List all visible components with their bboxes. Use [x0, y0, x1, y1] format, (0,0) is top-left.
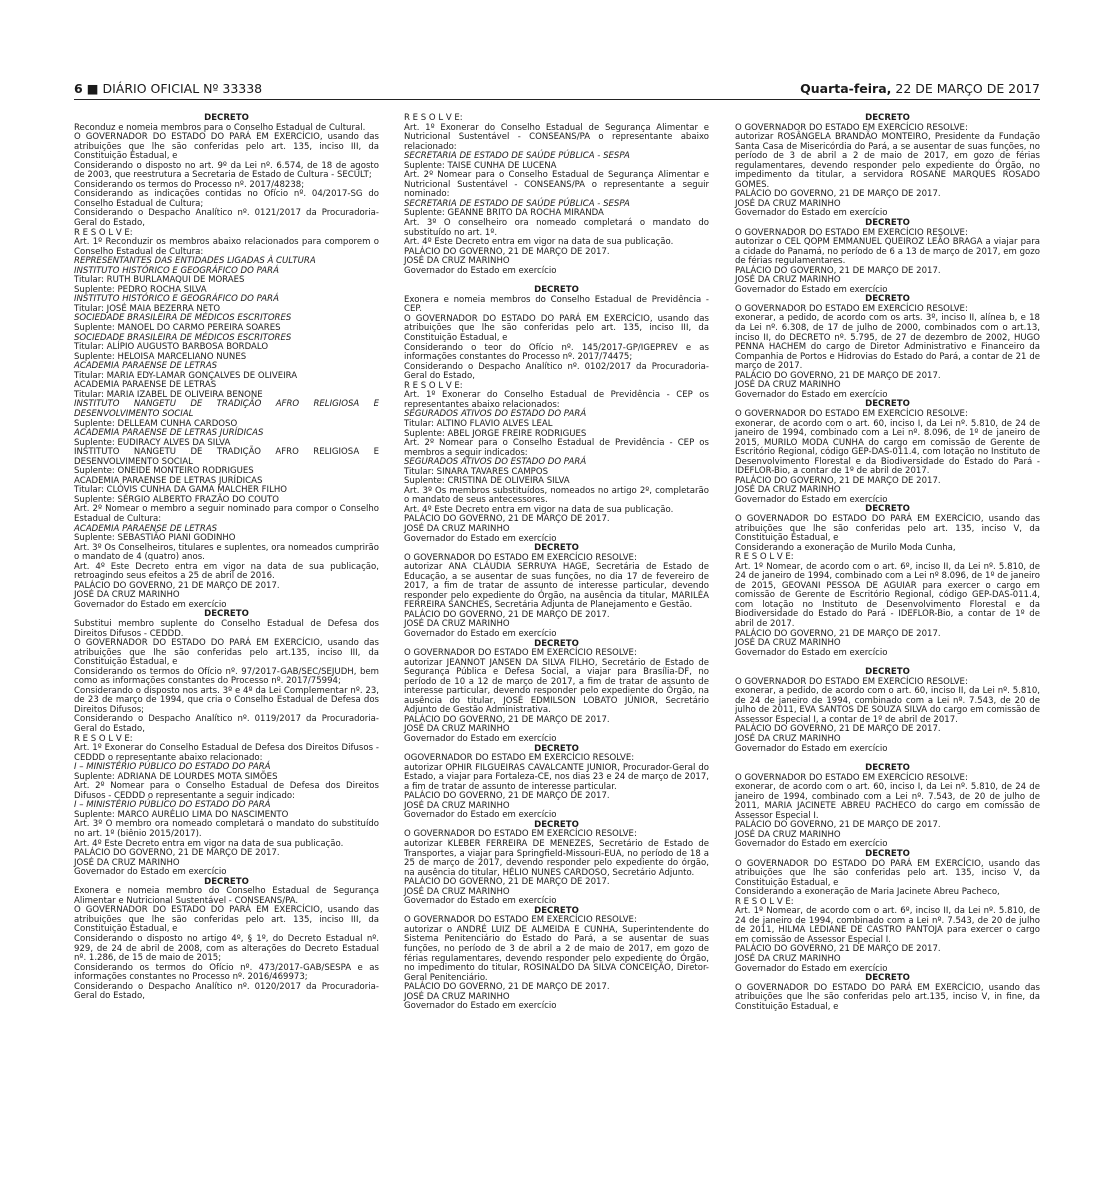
- entity-label: SEGURADOS ATIVOS DO ESTADO DO PARÁ: [404, 457, 587, 468]
- decree-paragraph: Art. 4º Este Decreto entra em vigor na data de sua publicação.: [404, 504, 674, 515]
- decree-paragraph: PALÁCIO DO GOVERNO, 21 DE MARÇO DE 2017.: [735, 189, 941, 200]
- decree-paragraph: Suplente: TAISE CUNHA DE LUCENA: [404, 160, 557, 171]
- decree-paragraph: autorizar o CEL QOPM EMMANUEL QUEIROZ LEÃO BRAGA a viajar para a cidade do Panamá, no período de 6 a 13 de março de 2017, em gozo de férias regulamentares.: [735, 237, 1040, 267]
- decree-paragraph: PALÁCIO DO GOVERNO, 21 DE MARÇO DE 2017.: [404, 514, 610, 525]
- decree-paragraph: Titular: ALÍPIO AUGUSTO BARBOSA BORDALO: [74, 342, 269, 353]
- decree-paragraph: R E S O L V E:: [404, 113, 463, 123]
- entity-label: SOCIEDADE BRASILEIRA DE MÉDICOS ESCRITORES: [74, 313, 292, 324]
- decree-heading: DECRETO: [865, 973, 910, 984]
- decree-paragraph: Art. 3º O membro ora nomeado completará o mandato do substituído no art. 1º (biênio 2015/2017).: [74, 819, 379, 840]
- decree-paragraph: exonerar, a pedido, de acordo com os arts. 3º, inciso II, alínea b, e 18 da Lei nº. 6.308, de 17 de julho de 2000, combinados com o art.13, inciso II, do DECRETO nº. 5.795, de 27 de dezembro de 2002, HUGO PENNA HACHEM do cargo de Diretor Administrativo e Financeiro da Companhia de Portos e Hidrovias do Estado do Pará, a contar de 21 de março de 2017.: [735, 313, 1040, 372]
- decree-paragraph: Governador do Estado em exercício: [74, 599, 227, 610]
- decree-paragraph: JOSÉ DA CRUZ MARINHO: [404, 256, 510, 267]
- decree-paragraph: R E S O L V E:: [404, 380, 463, 391]
- decree-heading: DECRETO: [534, 285, 579, 296]
- decree-paragraph: Titular: SINARA TAVARES CAMPOS: [404, 466, 548, 477]
- decree-paragraph: Governador do Estado em exercício: [735, 743, 888, 754]
- decree-heading: DECRETO: [865, 218, 910, 229]
- decree-paragraph: PALÁCIO DO GOVERNO, 21 DE MARÇO DE 2017.: [735, 724, 941, 735]
- decree-paragraph: autorizar KLEBER FERREIRA DE MENEZES, Secretário de Estado de Transportes, a viajar para Springfield-Missouri-EUA, no período de 18 a 25 de março de 2017, devendo responder pelo expediente do órgão, na ausência do titular, HÉLIO NUNES CARDOSO, Secretário Adjunto.: [404, 839, 709, 878]
- decree-paragraph: Considerando o Despacho Analítico nº. 0119/2017 da Procuradoria-Geral do Estado,: [74, 714, 379, 734]
- decree-paragraph: Art. 1º Nomear, de acordo com o art. 6º, inciso II, da Lei nº. 5.810, de 24 de janeiro de 1994, combinado com a Lei nº. 7.543, de 20 de julho de 2011, HILMA LEDIANE DE CASTRO PANTOJA para exercer o cargo em comissão de Assessor Especial I.: [735, 906, 1040, 945]
- decree-paragraph: Titular: RUTH BURLAMAQUI DE MORAES: [74, 275, 245, 286]
- decree-paragraph: JOSÉ DA CRUZ MARINHO: [735, 954, 841, 965]
- decree-paragraph: exonerar, de acordo com o art. 60, inciso I, da Lei nº. 5.810, de 24 de janeiro de 1994, combinado com a Lei nº. 8.096, de 1º de janeiro de 2015, MURILO MODA CUNHA do cargo em comissão de Gerente de Escritório Regional, código GEP-DAS-011.4, com lotação no Instituto de Desenvolvimento Florestal e da Biodiversidade do Estado do Pará - IDEFLOR-Bio, a contar de 1º de abril de 2017.: [735, 418, 1040, 477]
- decree-paragraph: Reconduz e nomeia membros para o Conselho Estadual de Cultural.: [74, 122, 366, 133]
- decree-paragraph: Art. 2º Nomear para o Conselho Estadual de Segurança Alimentar e Nutricional Sustentável - CONSEANS/PA o representante a seguir nominado:: [404, 170, 709, 200]
- decree-paragraph: Art. 2º Nomear para o Conselho Estadual de Defesa dos Direitos Difusos - CEDDD o representante a seguir indicado:: [74, 781, 379, 801]
- decree-paragraph: O GOVERNADOR DO ESTADO EM EXERCÍCIO RESOLVE:: [735, 227, 968, 238]
- decree-paragraph: PALÁCIO DO GOVERNO, 21 DE MARÇO DE 2017.: [404, 714, 610, 725]
- decree-paragraph: Considerando as indicações contidas no Ofício nº. 04/2017-SG do Conselho Estadual de Cultura;: [74, 189, 379, 209]
- decree-paragraph: Exonera e nomeia membros do Conselho Estadual de Previdência - CEP.: [404, 294, 709, 315]
- decree-paragraph: Governador do Estado em exercício: [735, 389, 888, 400]
- decree-paragraph: Governador do Estado em exercício: [735, 494, 888, 505]
- decree-paragraph: Art. 1º Reconduzir os membros abaixo relacionados para comporem o Conselho Estadual de Cultura:: [74, 237, 379, 257]
- decree-heading: DECRETO: [534, 543, 579, 554]
- decree-paragraph: O GOVERNADOR DO ESTADO EM EXERCÍCIO RESOLVE:: [735, 303, 968, 314]
- entity-label: INSTITUTO HISTÓRICO E GEOGRÁFICO DO PARÁ: [74, 294, 279, 305]
- header-right: [800, 81, 1040, 96]
- decree-heading: DECRETO: [865, 667, 910, 678]
- decree-paragraph: Suplente: HELOISA MARCELIANO NUNES: [74, 351, 247, 362]
- decree-heading: DECRETO: [204, 876, 249, 887]
- decree-paragraph: O GOVERNADOR DO ESTADO EM EXERCÍCIO RESOLVE:: [735, 772, 968, 783]
- decree-paragraph: O GOVERNADOR DO ESTADO DO PARÁ EM EXERCÍCIO, usando das atribuições que lhe são conferidas pelo art. 135, inciso V, da Constituição Estadual, e: [735, 513, 1040, 544]
- decree-paragraph: Art. 3º Os Conselheiros, titulares e suplentes, ora nomeados cumprirão o mandato de 4 (quatro) anos.: [74, 542, 379, 563]
- decree-paragraph: autorizar JEANNOT JANSEN DA SILVA FILHO, Secretário de Estado de Segurança Pública e Defesa Social, a viajar para Brasília-DF, no período de 10 a 12 de março de 2017, a fim de tratar de assunto de interesse particular, devendo responder pelo expediente do Órgão, na ausência do titular, JOSÉ EDMILSON LOBATO JÚNIOR, Secretário Adjunto de Gestão Administrativa.: [404, 657, 709, 716]
- decree-paragraph: autorizar ROSÂNGELA BRANDÃO MONTEIRO, Presidente da Fundação Santa Casa de Misericórdia do Pará, a se ausentar de suas funções, no período de 3 de abril a 2 de maio de 2017, em gozo de férias regulamentares, devendo responder pelo expediente do Órgão, no impedimento da titular, a servidora ROSANE MARQUES ROSADO GOMES.: [735, 132, 1040, 190]
- decree-paragraph: exonerar, a pedido, de acordo com o art. 60, inciso II, da Lei nº. 5.810, de 24 de janeiro de 1994, combinado com a Lei nº. 7.543, de 20 de julho de 2011, EVA SANTOS DE SOUZA SILVA do cargo em comissão de Assessor Especial I, a contar de 1º de abril de 2017.: [735, 686, 1040, 725]
- decree-paragraph: O GOVERNADOR DO ESTADO EM EXERCÍCIO RESOLVE:: [735, 676, 968, 687]
- publication-title: DIÁRIO OFICIAL Nº 33338: [102, 81, 263, 96]
- decree-paragraph: Exonera e nomeia membro do Conselho Estadual de Segurança Alimentar e Nutricional Sustentável - CONSEANS/PA.: [74, 886, 379, 906]
- decree-paragraph: Substitui membro suplente do Conselho Estadual de Defesa dos Direitos Difusos - CEDDD.: [74, 618, 379, 639]
- decree-paragraph: Suplente: MARCO AURÉLIO LIMA DO NASCIMENTO: [74, 809, 289, 820]
- decree-paragraph: O GOVERNADOR DO ESTADO EM EXERCÍCIO RESOLVE:: [404, 829, 637, 840]
- decree-paragraph: Suplente: PEDRO ROCHA SILVA: [74, 284, 207, 295]
- decree-heading: DECRETO: [865, 504, 910, 515]
- decree-paragraph: autorizar ANA CLÁUDIA SERRUYA HAGE, Secretária de Estado de Educação, a se ausentar de suas funções, no dia 17 de fevereiro de 2017, a fim de tratar de assunto de interesse particular, devendo responder pelo expediente do Órgão, na ausência da titular, MARILÉA FERREIRA SANCHES, Secretária Adjunta de Planejamento e Gestão.: [404, 562, 709, 611]
- decree-heading: DECRETO: [865, 849, 910, 860]
- decree-paragraph: O GOVERNADOR DO ESTADO DO PARÁ EM EXERCÍCIO, usando das atribuições que lhe são conferidas pelo art. 135, inciso V, da Constituição Estadual, e: [735, 858, 1040, 888]
- header-mark: ■: [86, 81, 99, 96]
- decree-paragraph: Governador do Estado em exercício: [404, 896, 557, 907]
- decree-paragraph: Considerando os termos do Processo nº. 2017/48238;: [74, 179, 305, 190]
- entity-label: SEGURADOS ATIVOS DO ESTADO DO PARÁ: [404, 409, 587, 420]
- column-1: [74, 114, 379, 1002]
- decree-paragraph: O GOVERNADOR DO ESTADO EM EXERCÍCIO RESOLVE:: [404, 648, 637, 659]
- decree-paragraph: Art. 1º Exonerar do Conselho Estadual de Previdência - CEP os representantes abaixo relacionados:: [404, 390, 709, 410]
- decree-paragraph: O GOVERNADOR DO ESTADO DO PARÁ EM EXERCÍCIO, usando das atribuições que lhe são conferidas pelo art.135, inciso III, da Constituição Estadual, e: [74, 638, 379, 668]
- decree-paragraph: O GOVERNADOR DO ESTADO DO PARÁ EM EXERCÍCIO, usando das atribuições que lhe são conferidas pelo art. 135, inciso III, da Constituição Estadual, e: [74, 905, 379, 935]
- decree-paragraph: Suplente: SÉRGIO ALBERTO FRAZÃO DO COUTO: [74, 494, 280, 505]
- decree-paragraph: PALÁCIO DO GOVERNO, 21 DE MARÇO DE 2017.: [735, 820, 941, 831]
- decree-paragraph: JOSÉ DA CRUZ MARINHO: [404, 991, 510, 1002]
- decree-heading: DECRETO: [865, 294, 910, 305]
- decree-paragraph: Art. 1º Exonerar do Conselho Estadual de Defesa dos Direitos Difusos - CEDDD o representante abaixo relacionado:: [74, 743, 379, 763]
- decree-paragraph: Suplente: DELLEAM CUNHA CARDOSO: [74, 418, 238, 429]
- decree-paragraph: PALÁCIO DO GOVERNO, 21 DE MARÇO DE 2017.: [735, 265, 941, 276]
- decree-paragraph: Governador do Estado em exercício: [404, 533, 557, 544]
- decree-paragraph: Suplente: SEBASTIÃO PIANI GODINHO: [74, 533, 236, 544]
- entity-label: I – MINISTÉRIO PÚBLICO DO ESTADO DO PARÁ: [74, 762, 271, 773]
- decree-paragraph: Suplente: GEANNE BRITO DA ROCHA MIRANDA: [404, 208, 604, 219]
- decree-paragraph: Art. 3º Os membros substituídos, nomeados no artigo 2º, completarão o mandato de seus antecessores.: [404, 485, 709, 506]
- decree-paragraph: JOSÉ DA CRUZ MARINHO: [404, 886, 510, 897]
- decree-paragraph: OGOVERNADOR DO ESTADO EM EXERCÍCIO RESOLVE:: [404, 753, 635, 764]
- decree-paragraph: PALÁCIO DO GOVERNO, 21 DE MARÇO DE 2017.: [404, 877, 610, 888]
- decree-paragraph: JOSÉ DA CRUZ MARINHO: [404, 619, 510, 630]
- decree-paragraph: JOSÉ DA CRUZ MARINHO: [735, 829, 841, 840]
- decree-paragraph: Considerando o disposto nos arts. 3º e 4º da Lei Complementar nº. 23, de 23 de março de 1994, que cria o Conselho Estadual de Defesa dos Direitos Difusos;: [74, 685, 379, 715]
- decree-paragraph: PALÁCIO DO GOVERNO, 21 DE MARÇO DE 2017.: [404, 246, 610, 257]
- decree-paragraph: JOSÉ DA CRUZ MARINHO: [74, 590, 180, 601]
- decree-paragraph: R E S O L V E:: [735, 552, 794, 563]
- decree-paragraph: O GOVERNADOR DO ESTADO DO PARÁ EM EXERCÍCIO, usando das atribuições que lhe são conferidas pelo art. 135, inciso III, da Constituição Estadual, e: [74, 132, 379, 162]
- decree-paragraph: Suplente: ABEL JORGE FREIRE RODRIGUES: [404, 428, 587, 439]
- decree-paragraph: PALÁCIO DO GOVERNO, 21 DE MARÇO DE 2017.: [735, 944, 941, 955]
- decree-paragraph: JOSÉ DA CRUZ MARINHO: [735, 380, 841, 391]
- decree-paragraph: JOSÉ DA CRUZ MARINHO: [74, 857, 180, 868]
- decree-heading: DECRETO: [865, 113, 910, 123]
- decree-paragraph: Art. 4º Este Decreto entra em vigor na data de sua publicação.: [404, 237, 674, 248]
- decree-paragraph: Governador do Estado em exercício: [404, 1001, 557, 1012]
- page-header: [74, 81, 1040, 100]
- decree-paragraph: Suplente: EUDIRACY ALVES DA SILVA: [74, 437, 231, 448]
- decree-paragraph: Considerando o disposto no art. 9º da Lei nº. 6.574, de 18 de agosto de 2003, que reestrutura a Secretaria de Estado de Cultura - SECULT;: [74, 160, 379, 181]
- decree-paragraph: Governador do Estado em exercício: [404, 628, 557, 639]
- decree-paragraph: PALÁCIO DO GOVERNO, 21 DE MARÇO DE 2017.: [735, 628, 941, 639]
- decree-paragraph: JOSÉ DA CRUZ MARINHO: [404, 724, 510, 735]
- decree-heading: DECRETO: [865, 399, 910, 410]
- decree-paragraph: ACADEMIA PARAENSE DE LETRAS: [74, 380, 217, 391]
- decree-paragraph: O GOVERNADOR DO ESTADO EM EXERCÍCIO RESOLVE:: [735, 408, 968, 419]
- decree-paragraph: JOSÉ DA CRUZ MARINHO: [735, 638, 841, 649]
- decree-paragraph: R E S O L V E:: [74, 227, 133, 238]
- decree-paragraph: Titular: MARIA IZABEL DE OLIVEIRA BENONE: [74, 389, 263, 400]
- column-3: [735, 114, 1040, 1012]
- decree-paragraph: Suplente: MANOEL DO CARMO PEREIRA SOARES: [74, 323, 281, 334]
- decree-paragraph: autorizar o ANDRÉ LUIZ DE ALMEIDA E CUNHA, Superintendente do Sistema Penitenciário do Estado do Pará, a se ausentar de suas funções, no período de 3 de abril a 2 de maio de 2017, em gozo de férias regulamentares, devendo responder pelo expediente do Órgão, no impedimento do titular, ROSINALDO DA SILVA CONCEIÇÃO, Diretor-Geral Penitenciário.: [404, 924, 709, 983]
- decree-paragraph: PALÁCIO DO GOVERNO, 21 DE MARÇO DE 2017.: [735, 370, 941, 381]
- entity-label: ACADEMIA PARAENSE DE LETRAS: [74, 361, 218, 372]
- decree-paragraph: JOSÉ DA CRUZ MARINHO: [404, 800, 510, 811]
- decree-paragraph: Considerando o Despacho Analítico nº. 0102/2017 da Procuradoria-Geral do Estado,: [404, 361, 709, 382]
- decree-heading: DECRETO: [534, 819, 579, 830]
- decree-paragraph: Art. 2º Nomear para o Conselho Estadual de Previdência - CEP os membros a seguir indicados:: [404, 438, 709, 458]
- decree-heading: DECRETO: [534, 905, 579, 916]
- decree-paragraph: Governador do Estado em exercício: [404, 810, 557, 821]
- entity-label: ACADEMIA PARAENSE DE LETRAS: [74, 523, 218, 534]
- entity-label: SECRETARIA DE ESTADO DE SAÚDE PÚBLICA - SESPA: [404, 151, 630, 162]
- decree-paragraph: Considerando o Despacho Analítico nº. 0121/2017 da Procuradoria-Geral do Estado,: [74, 208, 379, 229]
- decree-paragraph: Governador do Estado em exercício: [735, 208, 888, 219]
- page-number: 6: [74, 81, 83, 96]
- decree-heading: DECRETO: [534, 638, 579, 649]
- decree-heading: DECRETO: [865, 763, 910, 774]
- decree-paragraph: exonerar, de acordo com o art. 60, inciso I, da Lei nº. 5.810, de 24 de janeiro de 1994, combinado com a Lei nº. 7.543, de 20 de julho de 2011, MARIA JACINETE ABREU PACHECO do cargo em comissão de Assessor Especial I.: [735, 782, 1040, 821]
- decree-paragraph: Governador do Estado em exercício: [404, 265, 557, 276]
- decree-paragraph: Titular: CLÓVIS CUNHA DA GAMA MALCHER FILHO: [74, 485, 287, 496]
- decree-paragraph: Considerando os termos do Ofício nº. 97/2017-GAB/SEC/SEJUDH, bem como as informações constantes do Processo nº. 2017/75994;: [74, 666, 379, 687]
- decree-paragraph: Titular: ALTINO FLAVIO ALVES LEAL: [404, 418, 553, 429]
- decree-paragraph: JOSÉ DA CRUZ MARINHO: [735, 485, 841, 496]
- decree-heading: DECRETO: [204, 609, 249, 620]
- decree-paragraph: Suplente: ONEIDE MONTEIRO RODRIGUES: [74, 466, 254, 477]
- decree-paragraph: Considerando a exoneração de Murilo Moda Cunha,: [735, 542, 956, 553]
- decree-heading: DECRETO: [534, 743, 579, 754]
- decree-paragraph: R E S O L V E:: [735, 896, 794, 907]
- decree-paragraph: R E S O L V E:: [74, 733, 133, 744]
- decree-paragraph: JOSÉ DA CRUZ MARINHO: [735, 198, 841, 209]
- decree-paragraph: Suplente: ADRIANA DE LOURDES MOTA SIMÕES: [74, 771, 278, 782]
- entity-label: ACADEMIA PARAENSE DE LETRAS JURÍDICAS: [74, 428, 264, 439]
- decree-paragraph: O GOVERNADOR DO ESTADO EM EXERCÍCIO RESOLVE:: [404, 552, 637, 563]
- column-2: [404, 114, 709, 1012]
- decree-paragraph: Art. 2º Nomear o membro a seguir nominado para compor o Conselho Estadual de Cultura:: [74, 504, 379, 524]
- decree-paragraph: Art. 1º Exonerar do Conselho Estadual de Segurança Alimentar e Nutricional Sustentável - CONSEANS/PA o representante abaixo relacionado:: [404, 122, 709, 152]
- header-weekday: Quarta-feira,: [800, 81, 892, 96]
- entity-label: SECRETARIA DE ESTADO DE SAÚDE PÚBLICA - SESPA: [404, 198, 630, 209]
- decree-paragraph: Titular: JOSÉ MAIA BEZERRA NETO: [74, 303, 221, 314]
- decree-paragraph: PALÁCIO DO GOVERNO, 21 DE MARÇO DE 2017.: [735, 475, 941, 486]
- decree-heading: DECRETO: [204, 113, 249, 123]
- decree-paragraph: Considerando a exoneração de Maria Jacinete Abreu Pacheco,: [735, 887, 1000, 898]
- entity-label: INSTITUTO HISTÓRICO E GEOGRÁFICO DO PARÁ: [74, 265, 279, 276]
- decree-paragraph: O GOVERNADOR DO ESTADO EM EXERCÍCIO RESOLVE:: [404, 915, 637, 926]
- header-date: 22 DE MARÇO DE 2017: [895, 81, 1040, 96]
- entity-label: REPRESENTANTES DAS ENTIDADES LIGADAS À CULTURA: [74, 256, 316, 267]
- decree-paragraph: O GOVERNADOR DO ESTADO DO PARÁ EM EXERCÍCIO, usando das atribuições que lhe são conferidas pelo art. 135, inciso III, da Constituição Estadual, e: [404, 313, 709, 344]
- decree-paragraph: PALÁCIO DO GOVERNO, 21 DE MARÇO DE 2017.: [74, 580, 280, 591]
- decree-paragraph: Governador do Estado em exercício: [74, 867, 227, 878]
- decree-paragraph: Governador do Estado em exercício: [404, 734, 557, 744]
- entity-label: I – MINISTÉRIO PÚBLICO DO ESTADO DO PARÁ: [74, 800, 271, 811]
- header-left: [74, 81, 262, 96]
- decree-paragraph: ACADEMIA PARAENSE DE LETRAS JURÍDICAS: [74, 475, 263, 486]
- decree-paragraph: Governador do Estado em exercício: [735, 963, 888, 974]
- decree-paragraph: O GOVERNADOR DO ESTADO EM EXERCÍCIO RESOLVE:: [735, 122, 968, 133]
- decree-paragraph: autorizar OPHIR FILGUEIRAS CAVALCANTE JUNIOR, Procurador-Geral do Estado, a viajar para Fortaleza-CE, nos dias 23 e 24 de março de 2017, a fim de tratar de assunto de interesse particular.: [404, 762, 709, 792]
- entity-label: SOCIEDADE BRASILEIRA DE MÉDICOS ESCRITORES: [74, 332, 292, 343]
- decree-paragraph: Governador do Estado em exercício: [735, 647, 888, 658]
- decree-paragraph: JOSÉ DA CRUZ MARINHO: [404, 523, 510, 534]
- decree-paragraph: Art. 1º Nomear, de acordo com o art. 6º, inciso II, da Lei nº. 5.810, de 24 de janeiro de 1994, combinado com a Lei nº 8.096, de 1º de janeiro de 2015, GEOVANI PESSOA DE AGUIAR para exercer o cargo em comissão de Gerente de Escritório Regional, código GEP-DAS-011.4, com lotação no Instituto de Desenvolvimento Florestal e da Biodiversidade do Estado do Pará - IDEFLOR-Bio, a contar de 1º de abril de 2017.: [735, 561, 1040, 629]
- decree-paragraph: Governador do Estado em exercício: [735, 284, 888, 295]
- decree-paragraph: O GOVERNADOR DO ESTADO DO PARÁ EM EXERCÍCIO, usando das atribuições que lhe são conferidas pelo art.135, inciso V, in fine, da Constituição Estadual, e: [735, 982, 1040, 1012]
- decree-paragraph: Art. 4º Este Decreto entra em vigor na data de sua publicação.: [74, 838, 344, 849]
- decree-paragraph: JOSÉ DA CRUZ MARINHO: [735, 275, 841, 286]
- decree-paragraph: Titular: MARIA EDY-LAMAR GONÇALVES DE OLIVEIRA: [74, 370, 298, 381]
- decree-paragraph: PALÁCIO DO GOVERNO, 21 DE MARÇO DE 2017.: [404, 791, 610, 802]
- decree-paragraph: Governador do Estado em exercício: [735, 839, 888, 850]
- decree-paragraph: Considerando o Despacho Analítico nº. 0120/2017 da Procuradoria-Geral do Estado,: [74, 981, 379, 1002]
- decree-paragraph: Art. 4º Este Decreto entra em vigor na data de sua publicação, retroagindo seus efeitos a 25 de abril de 2016.: [74, 561, 379, 582]
- decree-paragraph: PALÁCIO DO GOVERNO, 21 DE MARÇO DE 2017.: [74, 848, 280, 859]
- decree-paragraph: INSTITUTO NANGETU DE TRADIÇÃO AFRO RELIGIOSA E DESENVOLVIMENTO SOCIAL: [74, 447, 379, 467]
- decree-paragraph: Considerando o disposto no artigo 4º, § 1º, do Decreto Estadual nº. 929, de 24 de abril de 2008, com as alterações do Decreto Estadual nº. 1.286, de 15 de maio de 2015;: [74, 934, 379, 964]
- entity-label: INSTITUTO NANGETU DE TRADIÇÃO AFRO RELIGIOSA E DESENVOLVIMENTO SOCIAL: [74, 399, 379, 419]
- decree-paragraph: Considerando os termos do Ofício nº. 473/2017-GAB/SESPA e as informações constantes no Processo nº. 2016/469973;: [74, 962, 379, 983]
- decree-paragraph: Suplente: CRISTINA DE OLIVEIRA SILVA: [404, 476, 570, 487]
- decree-paragraph: Art. 3º O conselheiro ora nomeado completará o mandato do substituído no art. 1º.: [404, 218, 709, 238]
- decree-paragraph: Considerando o teor do Ofício nº. 145/2017-GP/IGEPREV e as informações constantes do Processo nº. 2017/74475;: [404, 342, 709, 363]
- decree-paragraph: JOSÉ DA CRUZ MARINHO: [735, 734, 841, 744]
- decree-paragraph: PALÁCIO DO GOVERNO, 21 DE MARÇO DE 2017.: [404, 982, 610, 993]
- decree-paragraph: PALÁCIO DO GOVERNO, 21 DE MARÇO DE 2017.: [404, 609, 610, 620]
